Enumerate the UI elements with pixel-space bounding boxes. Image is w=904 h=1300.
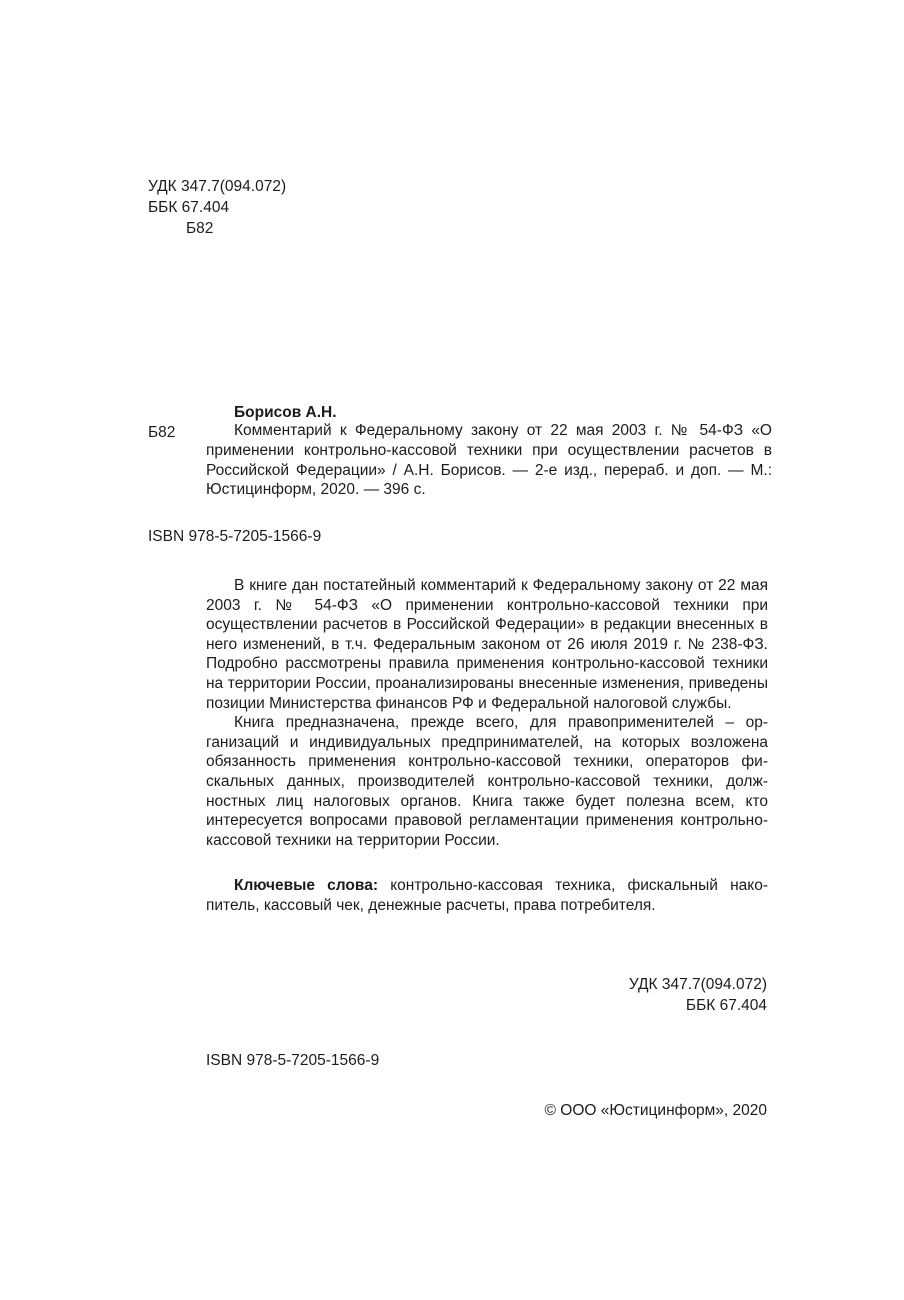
keywords-block: [206, 876, 768, 915]
keywords-text: контрольно-кассовая техника, фискальный накопитель, кассовый чек, денежные расчеты, права потребителя.: [206, 877, 769, 914]
annotation-paragraph-1: В книге дан постатейный комментарий к Федеральному закону от 22 мая 2003 г. № 54-ФЗ «О применении контрольно-кассовой техники при осуществлении расчетов в Российской Федерации» в редакции внесенных в него изменений, в т.ч. Федеральным законом от 26 июля 2019 г. № 238-ФЗ. Подробно рассмотрены правила применения контрольно-кассовой техники на территории России, проанализированы внесенные изменения, приведены позиции Министерства финансов РФ и Федеральной налоговой службы.: [206, 577, 768, 712]
udk-code-bottom: УДК 347.7(094.072): [628, 976, 767, 993]
bbk-code-bottom: ББК 67.404: [685, 997, 767, 1014]
author-name: Борисов А.Н.: [234, 404, 337, 421]
annotation-paragraph-2: Книга предназначена, прежде всего, для правоприменителей – организаций и индивидуальных предпринимателей, на которых возложена обязанность применения контрольно-кассовой техники, операторов фискальных данных, производителей контрольно-кассовой техники, должностных лиц налоговых органов. Книга также будет полезна всем, кто интересуется вопросами правовой регламентации применения контрольно-кассовой техники на территории России.: [206, 714, 768, 849]
bibliographic-description: [206, 421, 772, 500]
isbn-bottom: ISBN 978-5-7205-1566-9: [206, 1052, 380, 1069]
author-sign-record: Б82: [148, 424, 176, 441]
bbk-code-top: ББК 67.404: [148, 199, 230, 216]
annotation: [206, 576, 768, 850]
copyright: © ООО «Юстицинформ», 2020: [544, 1102, 767, 1119]
keywords-label: Ключевые слова:: [234, 877, 378, 894]
isbn-record: ISBN 978-5-7205-1566-9: [148, 528, 322, 545]
description-text: Комментарий к Федеральному закону от 22 мая 2003 г. № 54-ФЗ «О применении контрольно-кассовой техники при осуществлении расчетов в Российской Федерации» / А.Н. Борисов. — 2-е изд., перераб. и доп. — М.: Юстицинформ, 2020. — 396 с.: [206, 422, 772, 499]
udk-code-top: УДК 347.7(094.072): [148, 178, 287, 195]
author-sign-top: Б82: [186, 220, 214, 237]
